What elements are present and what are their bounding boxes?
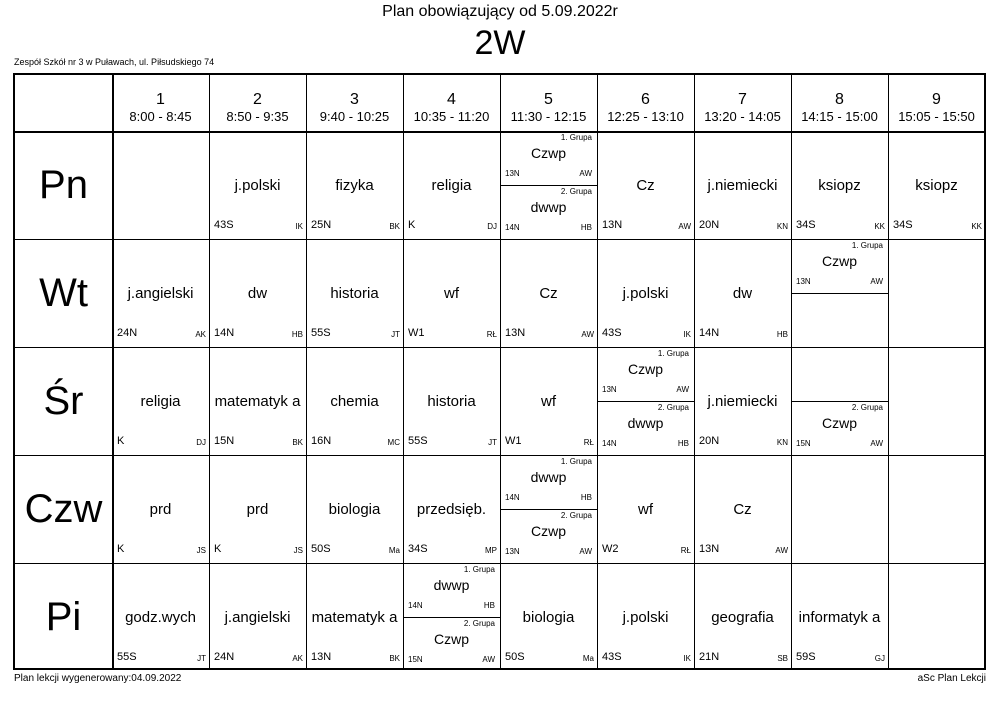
group-label: 1. Grupa xyxy=(560,133,592,142)
lesson-cell[interactable] xyxy=(694,131,791,239)
subject-name: dwwp xyxy=(433,577,470,593)
lesson-cell[interactable] xyxy=(112,239,209,347)
period-time: 9:40 - 10:25 xyxy=(319,109,390,124)
lesson-cell[interactable] xyxy=(791,563,888,671)
room-code: 13N xyxy=(505,547,520,556)
room-code: 34S xyxy=(893,219,913,231)
group-divider xyxy=(597,401,694,402)
group-lesson[interactable] xyxy=(597,347,694,401)
room-code: K xyxy=(117,435,125,447)
group-lesson[interactable] xyxy=(791,401,888,455)
room-code: 14N xyxy=(408,601,423,610)
split-lesson-cell[interactable] xyxy=(791,239,888,347)
group-label: 1. Grupa xyxy=(657,349,689,358)
room-code: 21N xyxy=(699,651,720,663)
teacher-code: AW xyxy=(870,277,883,286)
group-label: 1. Grupa xyxy=(463,565,495,574)
lesson-cell[interactable] xyxy=(403,239,500,347)
teacher-code: AW xyxy=(676,385,689,394)
subject-name: matematyk a xyxy=(311,608,398,626)
room-code: 13N xyxy=(699,543,720,555)
lesson-cell[interactable] xyxy=(694,347,791,455)
room-code: W1 xyxy=(408,327,425,339)
subject-name: Cz xyxy=(539,284,558,302)
period-time: 13:20 - 14:05 xyxy=(704,109,781,124)
lesson-cell[interactable] xyxy=(209,239,306,347)
period-header xyxy=(112,91,209,125)
room-code: 13N xyxy=(311,651,332,663)
teacher-code: HB xyxy=(776,330,788,339)
group-label: 1. Grupa xyxy=(851,241,883,250)
subject-name: Cz xyxy=(733,500,752,518)
group-lesson[interactable] xyxy=(500,131,597,185)
lesson-cell[interactable] xyxy=(209,131,306,239)
lesson-cell[interactable] xyxy=(597,563,694,671)
subject-name: biologia xyxy=(522,608,575,626)
lesson-cell[interactable] xyxy=(306,131,403,239)
room-code: 20N xyxy=(699,219,720,231)
period-header xyxy=(694,91,791,125)
period-number: 9 xyxy=(932,91,941,108)
teacher-code: AW xyxy=(579,169,592,178)
group-label: 2. Grupa xyxy=(851,403,883,412)
teacher-code: Ma xyxy=(582,654,594,663)
lesson-cell[interactable] xyxy=(597,239,694,347)
teacher-code: AK xyxy=(292,654,303,663)
teacher-code: HB xyxy=(580,493,592,502)
teacher-code: HB xyxy=(580,223,592,232)
room-code: K xyxy=(214,543,222,555)
room-code: 59S xyxy=(796,651,816,663)
teacher-code: AW xyxy=(581,330,594,339)
teacher-code: KK xyxy=(874,222,885,231)
period-number: 3 xyxy=(350,91,359,108)
subject-name: dw xyxy=(247,284,268,302)
lesson-cell[interactable] xyxy=(694,455,791,563)
room-code: 55S xyxy=(408,435,428,447)
room-code: 55S xyxy=(311,327,331,339)
room-code: 34S xyxy=(408,543,428,555)
lesson-cell[interactable] xyxy=(888,131,985,239)
group-divider xyxy=(500,185,597,186)
teacher-code: JS xyxy=(293,546,303,555)
room-code: 55S xyxy=(117,651,137,663)
subject-name: dwwp xyxy=(627,415,664,431)
room-code: 13N xyxy=(505,169,520,178)
teacher-code: JT xyxy=(197,654,206,663)
subject-name: biologia xyxy=(328,500,381,518)
lesson-cell[interactable] xyxy=(597,455,694,563)
subject-name: Czwp xyxy=(530,523,566,539)
subject-name: Cz xyxy=(636,176,655,194)
period-header xyxy=(306,91,403,125)
period-time: 8:50 - 9:35 xyxy=(226,109,289,124)
room-code: 24N xyxy=(117,327,138,339)
subject-name: fizyka xyxy=(335,176,374,194)
teacher-code: AW xyxy=(482,655,495,664)
subject-name: matematyk a xyxy=(214,392,301,410)
subject-name: dwwp xyxy=(530,199,567,215)
teacher-code: JS xyxy=(196,546,206,555)
group-lesson[interactable] xyxy=(403,617,500,671)
room-code: K xyxy=(117,543,125,555)
room-code: 50S xyxy=(505,651,525,663)
generated-date: Plan lekcji wygenerowany:04.09.2022 xyxy=(14,673,182,684)
teacher-code: RŁ xyxy=(583,438,594,447)
subject-name: Czwp xyxy=(821,253,857,269)
split-lesson-cell[interactable] xyxy=(500,455,597,563)
period-header xyxy=(791,91,888,125)
teacher-code: IK xyxy=(683,330,691,339)
subject-name: j.angielski xyxy=(127,284,194,302)
subject-name: j.polski xyxy=(234,176,281,194)
teacher-code: BK xyxy=(389,654,400,663)
subject-name: Czwp xyxy=(433,631,469,647)
teacher-code: IK xyxy=(295,222,303,231)
room-code: K xyxy=(408,219,416,231)
subject-name: Czwp xyxy=(627,361,663,377)
lesson-cell[interactable] xyxy=(306,563,403,671)
group-lesson[interactable] xyxy=(500,509,597,563)
lesson-cell[interactable] xyxy=(306,239,403,347)
lesson-cell[interactable] xyxy=(694,239,791,347)
split-lesson-cell[interactable] xyxy=(597,347,694,455)
period-header xyxy=(500,91,597,125)
teacher-code: IK xyxy=(683,654,691,663)
room-code: 34S xyxy=(796,219,816,231)
day-label: Czw xyxy=(24,486,103,531)
subject-name: religia xyxy=(431,176,472,194)
group-divider xyxy=(791,401,888,402)
group-label: 2. Grupa xyxy=(560,187,592,196)
lesson-cell[interactable] xyxy=(791,131,888,239)
teacher-code: KK xyxy=(971,222,982,231)
lesson-cell[interactable] xyxy=(306,347,403,455)
lesson-cell[interactable] xyxy=(112,347,209,455)
lesson-cell[interactable] xyxy=(112,563,209,671)
group-divider xyxy=(791,293,888,294)
subject-name: wf xyxy=(638,500,653,518)
subject-name: j.niemiecki xyxy=(707,176,778,194)
teacher-code: KN xyxy=(776,222,788,231)
period-header xyxy=(597,91,694,125)
subject-name: Czwp xyxy=(821,415,857,431)
group-divider xyxy=(500,509,597,510)
subject-name: j.niemiecki xyxy=(707,392,778,410)
lesson-cell[interactable] xyxy=(209,455,306,563)
room-code: 15N xyxy=(408,655,423,664)
subject-name: ksiopz xyxy=(915,176,958,194)
split-lesson-cell[interactable] xyxy=(403,563,500,671)
subject-name: Czwp xyxy=(530,145,566,161)
teacher-code: AK xyxy=(195,330,206,339)
teacher-code: AW xyxy=(870,439,883,448)
app-credit: aSc Plan Lekcji xyxy=(917,673,986,684)
room-code: 13N xyxy=(602,219,623,231)
room-code: 14N xyxy=(699,327,720,339)
room-code: 43S xyxy=(602,651,622,663)
teacher-code: BK xyxy=(389,222,400,231)
subject-name: dwwp xyxy=(530,469,567,485)
period-time: 14:15 - 15:00 xyxy=(801,109,878,124)
timetable-grid xyxy=(13,73,986,670)
lesson-cell[interactable] xyxy=(403,347,500,455)
lesson-cell[interactable] xyxy=(500,239,597,347)
room-code: 14N xyxy=(602,439,617,448)
teacher-code: RŁ xyxy=(680,546,691,555)
room-code: 43S xyxy=(602,327,622,339)
subject-name: przedsięb. xyxy=(416,500,487,518)
teacher-code: DJ xyxy=(196,438,206,447)
period-header xyxy=(403,91,500,125)
subject-name: historia xyxy=(427,392,476,410)
teacher-code: AW xyxy=(775,546,788,555)
subject-name: chemia xyxy=(330,392,379,410)
lesson-cell[interactable] xyxy=(209,563,306,671)
subject-name: j.polski xyxy=(622,608,669,626)
period-number: 2 xyxy=(253,91,262,108)
period-time: 11:30 - 12:15 xyxy=(510,109,587,124)
room-code: W1 xyxy=(505,435,522,447)
room-code: 14N xyxy=(214,327,235,339)
subject-name: j.polski xyxy=(622,284,669,302)
teacher-code: SB xyxy=(777,654,788,663)
teacher-code: BK xyxy=(292,438,303,447)
period-number: 1 xyxy=(156,91,165,108)
period-header xyxy=(888,91,985,125)
teacher-code: GJ xyxy=(874,654,885,663)
class-title: 2W xyxy=(474,24,526,62)
split-lesson-cell[interactable] xyxy=(791,347,888,455)
teacher-code: HB xyxy=(483,601,495,610)
teacher-code: MP xyxy=(485,546,497,555)
lesson-cell[interactable] xyxy=(209,347,306,455)
day-label: Śr xyxy=(43,378,84,423)
group-lesson[interactable] xyxy=(500,455,597,509)
room-code: 15N xyxy=(214,435,235,447)
lesson-cell[interactable] xyxy=(112,455,209,563)
teacher-code: HB xyxy=(291,330,303,339)
plan-subtitle: Plan obowiązujący od 5.09.2022r xyxy=(382,3,618,20)
period-time: 12:25 - 13:10 xyxy=(607,109,684,124)
room-code: 20N xyxy=(699,435,720,447)
lesson-cell[interactable] xyxy=(306,455,403,563)
teacher-code: Ma xyxy=(388,546,400,555)
day-label: Pi xyxy=(45,594,82,639)
lesson-cell[interactable] xyxy=(403,131,500,239)
period-number: 5 xyxy=(544,91,553,108)
subject-name: dw xyxy=(732,284,753,302)
teacher-code: KN xyxy=(776,438,788,447)
teacher-code: DJ xyxy=(487,222,497,231)
group-divider xyxy=(403,617,500,618)
room-code: 13N xyxy=(602,385,617,394)
room-code: 14N xyxy=(505,493,520,502)
group-label: 2. Grupa xyxy=(560,511,592,520)
period-header xyxy=(209,91,306,125)
room-code: W2 xyxy=(602,543,619,555)
split-lesson-cell[interactable] xyxy=(500,131,597,239)
day-label: Wt xyxy=(39,270,88,315)
subject-name: wf xyxy=(541,392,556,410)
period-number: 4 xyxy=(447,91,456,108)
lesson-cell[interactable] xyxy=(403,455,500,563)
group-lesson[interactable] xyxy=(500,185,597,239)
period-time: 10:35 - 11:20 xyxy=(413,109,490,124)
subject-name: godz.wych xyxy=(125,608,196,626)
period-time: 15:05 - 15:50 xyxy=(898,109,975,124)
subject-name: prd xyxy=(149,500,172,518)
group-label: 2. Grupa xyxy=(657,403,689,412)
period-number: 8 xyxy=(835,91,844,108)
group-label: 2. Grupa xyxy=(463,619,495,628)
teacher-code: JT xyxy=(488,438,497,447)
subject-name: religia xyxy=(140,392,181,410)
teacher-code: JT xyxy=(391,330,400,339)
room-code: 13N xyxy=(796,277,811,286)
room-code: 14N xyxy=(505,223,520,232)
group-label: 1. Grupa xyxy=(560,457,592,466)
room-code: 13N xyxy=(505,327,526,339)
lesson-cell[interactable] xyxy=(500,563,597,671)
teacher-code: HB xyxy=(677,439,689,448)
lesson-cell[interactable] xyxy=(500,347,597,455)
room-code: 25N xyxy=(311,219,332,231)
school-name: Zespół Szkół nr 3 w Puławach, ul. Piłsudskiego 74 xyxy=(14,57,215,67)
teacher-code: RŁ xyxy=(486,330,497,339)
subject-name: geografia xyxy=(711,608,774,626)
period-number: 6 xyxy=(641,91,650,108)
teacher-code: AW xyxy=(678,222,691,231)
subject-name: wf xyxy=(444,284,459,302)
period-time: 8:00 - 8:45 xyxy=(129,109,192,124)
day-label: Pn xyxy=(39,162,88,207)
group-lesson[interactable] xyxy=(403,563,500,617)
subject-name: historia xyxy=(330,284,379,302)
period-number: 7 xyxy=(738,91,747,108)
lesson-cell[interactable] xyxy=(694,563,791,671)
teacher-code: MC xyxy=(387,438,400,447)
room-code: 43S xyxy=(214,219,234,231)
room-code: 24N xyxy=(214,651,235,663)
lesson-cell[interactable] xyxy=(597,131,694,239)
teacher-code: AW xyxy=(579,547,592,556)
room-code: 16N xyxy=(311,435,332,447)
subject-name: j.angielski xyxy=(224,608,291,626)
room-code: 15N xyxy=(796,439,811,448)
group-lesson[interactable] xyxy=(791,239,888,293)
room-code: 50S xyxy=(311,543,331,555)
group-lesson[interactable] xyxy=(597,401,694,455)
subject-name: prd xyxy=(246,500,269,518)
subject-name: ksiopz xyxy=(818,176,861,194)
subject-name: informatyk a xyxy=(798,608,881,626)
